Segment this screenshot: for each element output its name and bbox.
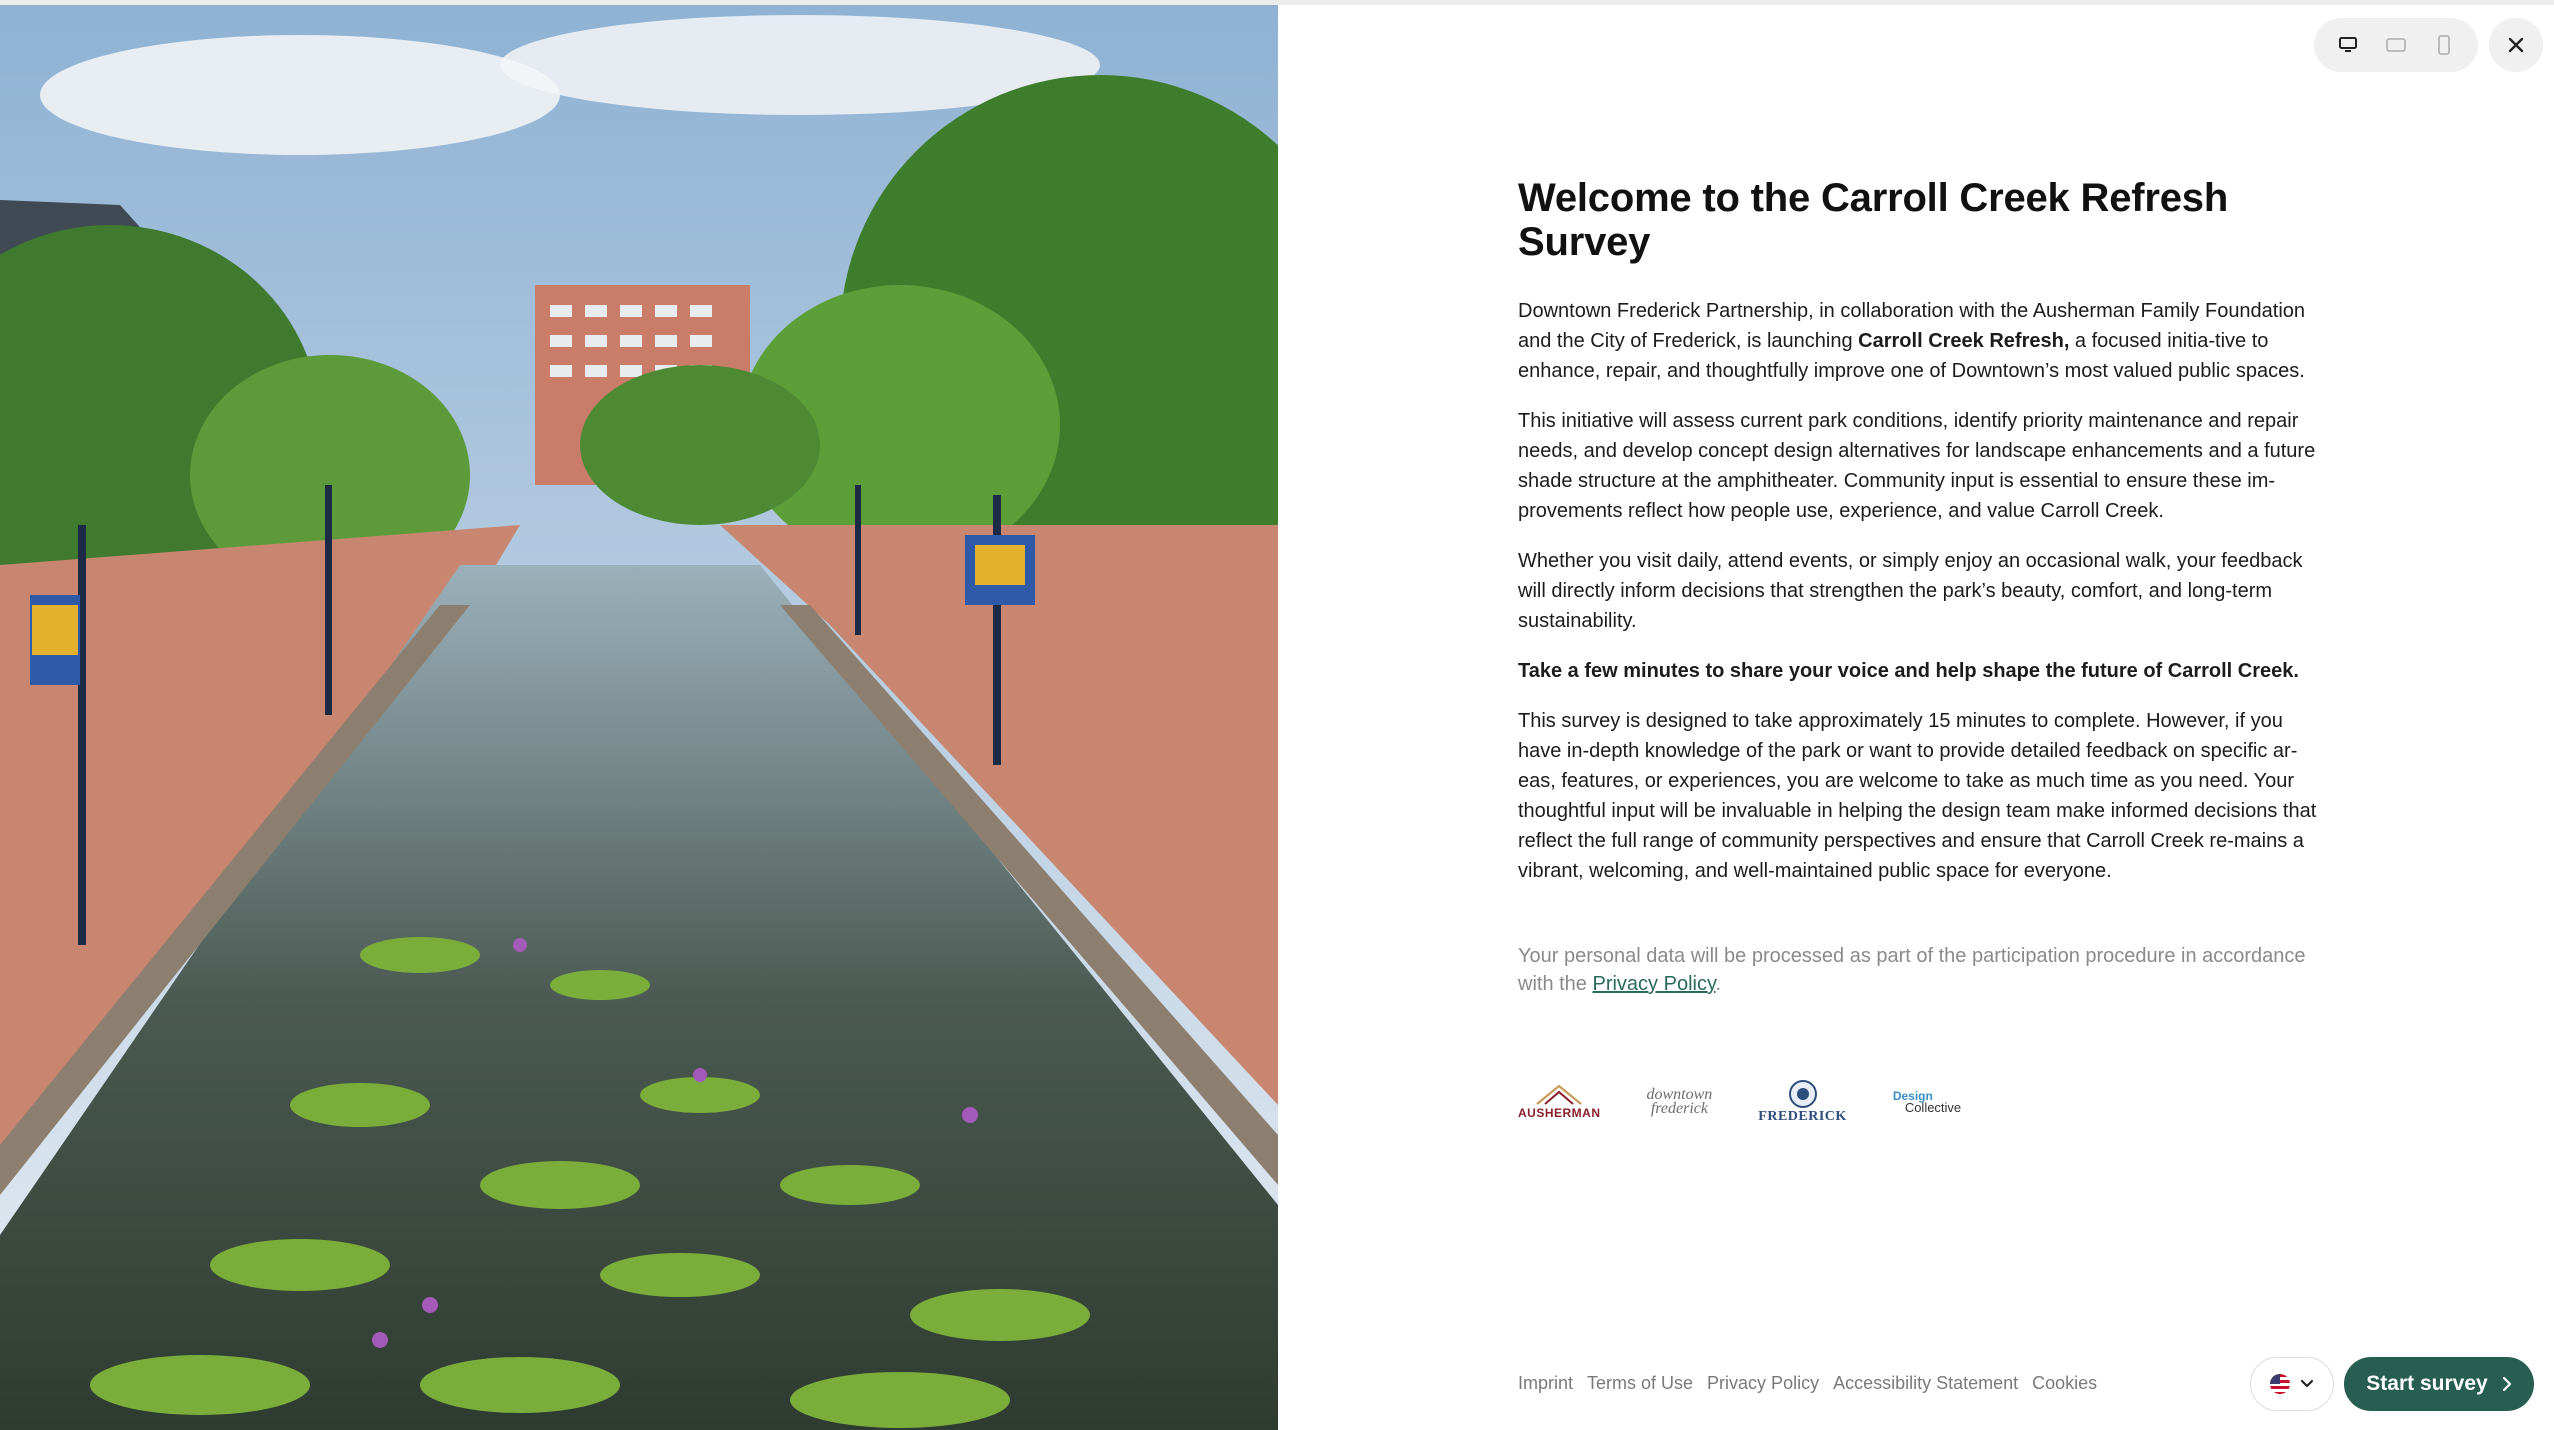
initiative-paragraph: This initiative will assess current park conditions, identify priority maintenance and repair needs, and develop concept design alternatives for landscape enhancements and a future shade structure at the amphitheater. Community input is essential to ensure these im-provements reflect how people use, experience, and value Carroll Creek. xyxy=(1518,410,2316,522)
page-title: Welcome to the Carroll Creek Refresh Survey xyxy=(1518,176,2229,264)
design-collective-logo xyxy=(1893,1090,1961,1114)
mobile-view-button[interactable] xyxy=(2424,25,2464,65)
footer-link-accessibility[interactable]: Accessibility Statement xyxy=(1833,1373,2019,1393)
footer-link-terms[interactable]: Terms of Use xyxy=(1587,1373,1694,1393)
chevron-right-icon xyxy=(2502,1376,2512,1392)
downtown-frederick-logo xyxy=(1647,1088,1713,1116)
city-of-frederick-logo xyxy=(1758,1079,1847,1125)
city-seal-icon xyxy=(1788,1079,1818,1109)
close-button[interactable] xyxy=(2489,18,2543,72)
intro-text-bold: Carroll Creek Refresh, xyxy=(1858,330,2070,352)
us-flag-icon xyxy=(2270,1374,2290,1394)
chevron-down-icon xyxy=(2300,1379,2314,1389)
privacy-notice-text: Your personal data will be processed as part of the participation procedure in accordance with the xyxy=(1518,945,2306,995)
mobile-icon xyxy=(2438,35,2450,55)
desktop-view-button[interactable] xyxy=(2328,25,2368,65)
welcome-content xyxy=(1518,176,2323,1132)
footer-link-imprint[interactable]: Imprint xyxy=(1518,1373,1574,1393)
ausherman-logo xyxy=(1518,1084,1601,1120)
hero-photo xyxy=(0,5,1278,1430)
start-survey-button[interactable] xyxy=(2344,1357,2534,1411)
intro-text-end: a focused initia-tive to enhance, repair, and thoughtfully improve one of Downtown’s most valued public spaces. xyxy=(1518,330,2305,382)
intro-text-start: Downtown Frederick Partnership, in collaboration with the Ausherman Family Foundation and the City of Frederick, is launching xyxy=(1518,300,2306,352)
ausherman-mark-icon xyxy=(1533,1084,1585,1106)
desktop-icon xyxy=(2339,37,2357,53)
footer-link-privacy[interactable]: Privacy Policy xyxy=(1707,1373,1820,1393)
frederick-logo-text: FREDERICK xyxy=(1758,1109,1847,1124)
privacy-notice xyxy=(1518,942,2323,998)
footer-link-cookies[interactable]: Cookies xyxy=(2032,1373,2098,1393)
collective-logo-text: Collective xyxy=(1904,1100,1962,1115)
call-to-action-paragraph: Take a few minutes to share your voice and help shape the future of Carroll Creek. xyxy=(1518,660,2299,682)
privacy-policy-link[interactable]: Privacy Policy xyxy=(1592,973,1716,995)
duration-paragraph: This survey is designed to take approximately 15 minutes to complete. However, if you have in-depth knowledge of the park or want to provide detailed feedback on specific ar-eas, features, or experiences, you are welcome to take as much time as you need. Your thoughtful input will be invaluable in helping the design team make informed decisions that reflect the full range of community perspectives and ensure that Carroll Creek re-mains a vibrant, welcoming, and well-maintained public space for everyone. xyxy=(1518,710,2317,882)
start-survey-label: Start survey xyxy=(2366,1372,2488,1395)
tablet-view-button[interactable] xyxy=(2376,25,2416,65)
ausherman-logo-text: AUSHERMAN xyxy=(1518,1106,1601,1120)
footer-links xyxy=(1518,1373,2097,1394)
privacy-notice-end: . xyxy=(1715,973,1722,995)
language-selector[interactable] xyxy=(2250,1357,2334,1411)
frederick-script-logo-text: frederick xyxy=(1650,1100,1708,1117)
feedback-paragraph: Whether you visit daily, attend events, or simply enjoy an occasional walk, your feedback will directly inform decisions that strengthen the park’s beauty, comfort, and long-term sustainability. xyxy=(1518,550,2303,632)
device-preview-switch xyxy=(2314,18,2478,72)
close-icon xyxy=(2508,37,2524,53)
design-logo-text: Design xyxy=(1892,1089,1933,1103)
downtown-logo-text: downtown xyxy=(1646,1086,1713,1103)
creek-illustration xyxy=(0,5,1278,1430)
tablet-icon xyxy=(2386,38,2406,52)
partner-logos xyxy=(1518,1072,2323,1132)
intro-paragraph xyxy=(1518,296,2323,386)
